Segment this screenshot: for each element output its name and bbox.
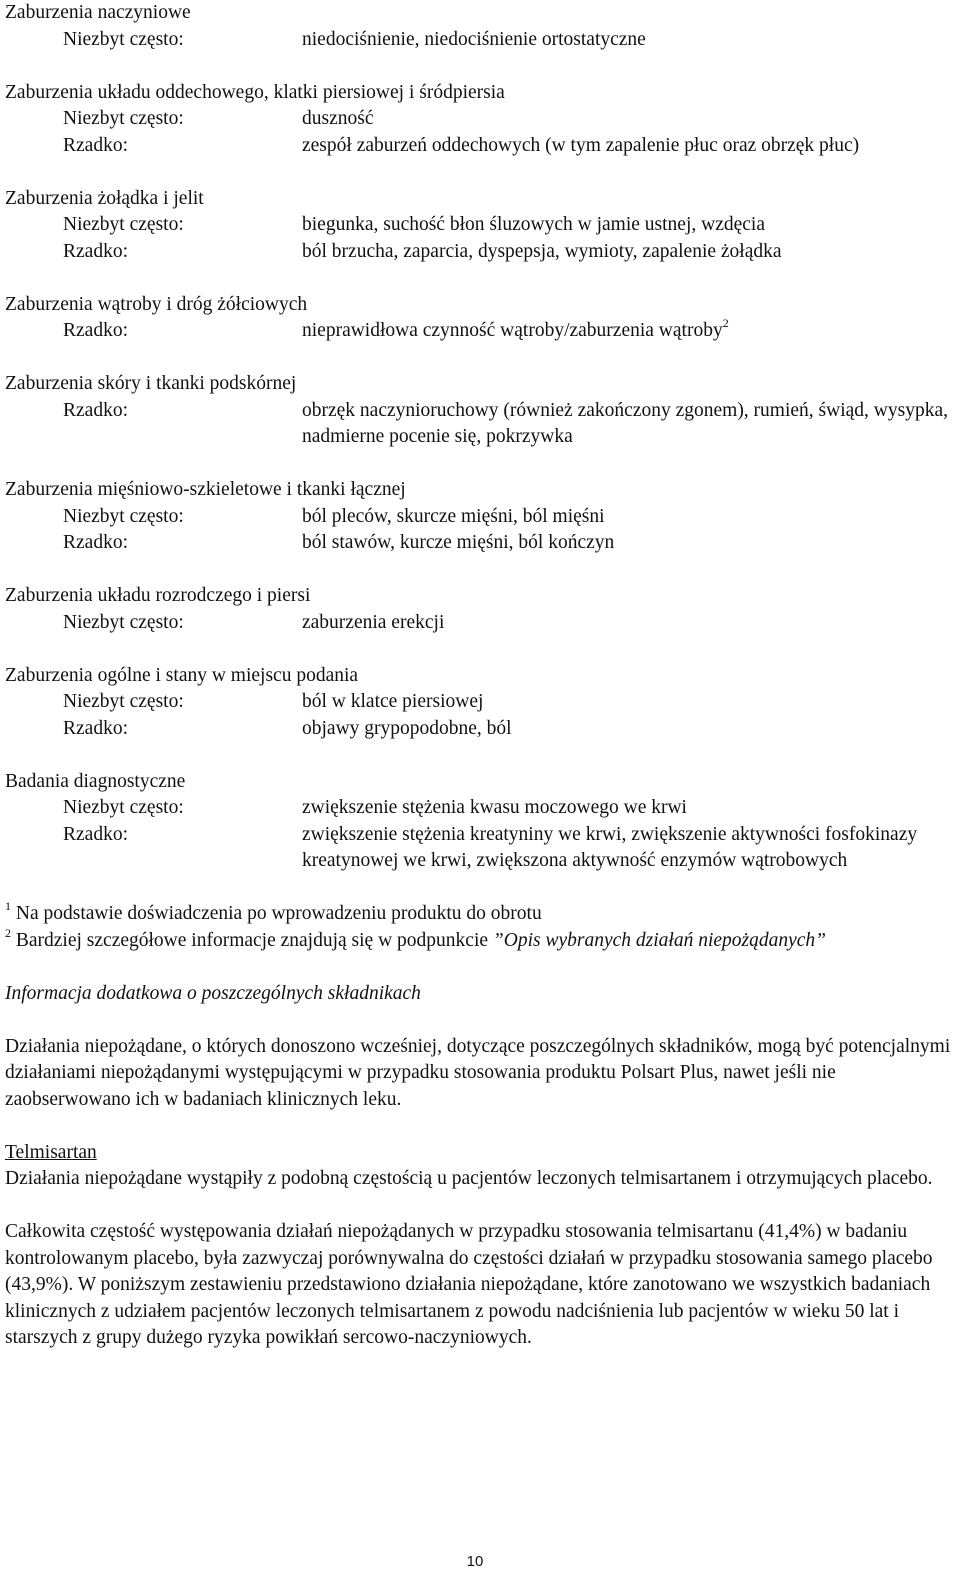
reaction-text xyxy=(302,530,955,557)
reaction-text-body: obrzęk naczynioruchowy (również zakończony zgonem), rumień, świąd, wysypka, nadmierne pocenie się, pokrzywka xyxy=(302,399,948,447)
frequency-entry xyxy=(5,610,955,637)
paragraph-telmisartan: Działania niepożądane wystąpiły z podobną częstością u pacjentów leczonych telmisartanem i otrzymujących placebo. xyxy=(5,1168,933,1189)
section xyxy=(5,371,955,451)
footnote-2-text: Bardziej szczegółowe informacje znajdują się w podpunkcie xyxy=(15,929,493,951)
reaction-text xyxy=(302,716,955,743)
reaction-text xyxy=(302,212,955,239)
frequency-label: Rzadko: xyxy=(63,134,128,156)
frequency-label: Niezbyt często: xyxy=(63,108,184,129)
frequency-entry xyxy=(5,530,955,557)
paragraph-frequency: Całkowita częstość występowania działań niepożądanych w przypadku stosowania telmisartanu (41,4%) w badaniu kontrolowanym placebo, była zazwyczaj porównywalna do częstości działań w przypadku stosowania samego placebo (43,9%). W poniższym zestawieniu przedstawiono działania niepożądane, które zanotowano we wszystkich badaniach klinicznych z udziałem pacjentów leczonych telmisartanem z powodu nadciśnienia lub pacjentów w wieku 50 lat i starszych z grupy dużego ryzyka powikłań sercowo-naczyniowych. xyxy=(5,1221,933,1348)
section-heading: Zaburzenia naczyniowe xyxy=(5,2,191,23)
reaction-text xyxy=(302,133,955,160)
reaction-text-body: ból brzucha, zaparcia, dyspepsja, wymioty, zapalenie żołądka xyxy=(302,240,782,262)
telmisartan-heading: Telmisartan xyxy=(5,1141,97,1163)
frequency-label: Rzadko: xyxy=(63,717,128,739)
reaction-text xyxy=(302,689,955,716)
footnotes xyxy=(5,901,955,954)
section xyxy=(5,186,955,266)
footnote-2 xyxy=(5,925,955,955)
section xyxy=(5,292,955,345)
frequency-entry xyxy=(5,504,955,531)
frequency-label: Niezbyt często: xyxy=(63,505,184,527)
section xyxy=(5,663,955,743)
section-heading: Zaburzenia żołądka i jelit xyxy=(5,187,204,209)
frequency-label: Niezbyt często: xyxy=(63,691,184,712)
frequency-label: Rzadko: xyxy=(63,320,128,341)
additional-info-heading: Informacja dodatkowa o poszczególnych składnikach xyxy=(5,982,421,1004)
reaction-text xyxy=(302,398,955,451)
reaction-text-body: biegunka, suchość błon śluzowych w jamie ustnej, wzdęcia xyxy=(302,214,766,235)
frequency-entry xyxy=(5,822,955,875)
section-heading: Badania diagnostyczne xyxy=(5,770,186,792)
section xyxy=(5,80,955,160)
reaction-text-body: zespół zaburzeń oddechowych (w tym zapalenie płuc oraz obrzęk płuc) xyxy=(302,134,860,156)
reaction-text-body: duszność xyxy=(302,108,374,129)
frequency-entry xyxy=(5,795,955,822)
frequency-entry xyxy=(5,212,955,239)
section xyxy=(5,583,955,636)
frequency-label: Niezbyt często: xyxy=(63,611,184,633)
frequency-label: Rzadko: xyxy=(63,399,128,421)
section xyxy=(5,477,955,557)
paragraph-components: Działania niepożądane, o których donoszono wcześniej, dotyczące poszczególnych składników, mogą być potencjalnymi działaniami niepożądanymi występującymi w przypadku stosowania produktu Polsart Plus, nawet jeśli nie zaobserwowano ich w badaniach klinicznych leku. xyxy=(5,1035,951,1110)
section-heading: Zaburzenia układu oddechowego, klatki piersiowej i śródpiersia xyxy=(5,81,505,103)
frequency-entry xyxy=(5,239,955,266)
section xyxy=(5,769,955,875)
reaction-text xyxy=(302,610,955,637)
footnote-1-marker: 1 xyxy=(5,899,11,913)
reaction-text-body: nieprawidłowa czynność wątroby/zaburzenia wątroby xyxy=(302,320,723,341)
footnote-2-italic-text: ”Opis wybranych działań niepożądanych” xyxy=(492,929,827,951)
frequency-entry xyxy=(5,398,955,451)
reaction-text xyxy=(302,106,955,133)
footnote-1-text: Na podstawie doświadczenia po wprowadzeniu produktu do obrotu xyxy=(15,903,542,924)
section-heading: Zaburzenia ogólne i stany w miejscu podania xyxy=(5,664,359,686)
reaction-text-body: zwiększenie stężenia kwasu moczowego we krwi xyxy=(302,797,687,818)
frequency-entry xyxy=(5,315,955,345)
frequency-label: Niezbyt często: xyxy=(63,797,184,818)
reaction-text-body: objawy grypopodobne, ból xyxy=(302,717,512,739)
reaction-text xyxy=(302,504,955,531)
frequency-entry xyxy=(5,689,955,716)
reaction-text xyxy=(302,239,955,266)
reaction-text-body: ból w klatce piersiowej xyxy=(302,691,484,712)
adverse-reactions-list xyxy=(5,0,955,875)
frequency-label: Rzadko: xyxy=(63,240,128,262)
footnote-1 xyxy=(5,901,955,928)
reaction-text xyxy=(302,822,955,875)
reaction-text xyxy=(302,27,955,54)
reaction-text xyxy=(302,315,955,345)
reaction-text-body: niedociśnienie, niedociśnienie ortostatyczne xyxy=(302,28,646,50)
reaction-text-body: zwiększenie stężenia kreatyniny we krwi, zwiększenie aktywności fosfokinazy kreatynowej we krwi, zwiększona aktywność enzymów wątrobowych xyxy=(302,823,918,871)
frequency-entry xyxy=(5,106,955,133)
document-page xyxy=(5,0,955,1352)
page-number: 10 xyxy=(466,1553,484,1570)
frequency-entry xyxy=(5,133,955,160)
frequency-label: Rzadko: xyxy=(63,532,128,553)
section-heading: Zaburzenia mięśniowo-szkieletowe i tkanki łącznej xyxy=(5,479,406,500)
frequency-label: Rzadko: xyxy=(63,823,128,845)
frequency-entry xyxy=(5,27,955,54)
section-heading: Zaburzenia skóry i tkanki podskórnej xyxy=(5,373,297,394)
frequency-label: Niezbyt często: xyxy=(63,28,184,50)
section xyxy=(5,0,955,53)
reaction-text-body: zaburzenia erekcji xyxy=(302,611,445,633)
frequency-entry xyxy=(5,716,955,743)
frequency-label: Niezbyt często: xyxy=(63,214,184,235)
footnote-reference: 2 xyxy=(722,315,729,330)
reaction-text xyxy=(302,795,955,822)
reaction-text-body: ból pleców, skurcze mięśni, ból mięśni xyxy=(302,505,605,527)
section-heading: Zaburzenia układu rozrodczego i piersi xyxy=(5,585,311,606)
footnote-2-marker: 2 xyxy=(5,925,11,940)
reaction-text-body: ból stawów, kurcze mięśni, ból kończyn xyxy=(302,532,615,553)
section-heading: Zaburzenia wątroby i dróg żółciowych xyxy=(5,293,308,315)
